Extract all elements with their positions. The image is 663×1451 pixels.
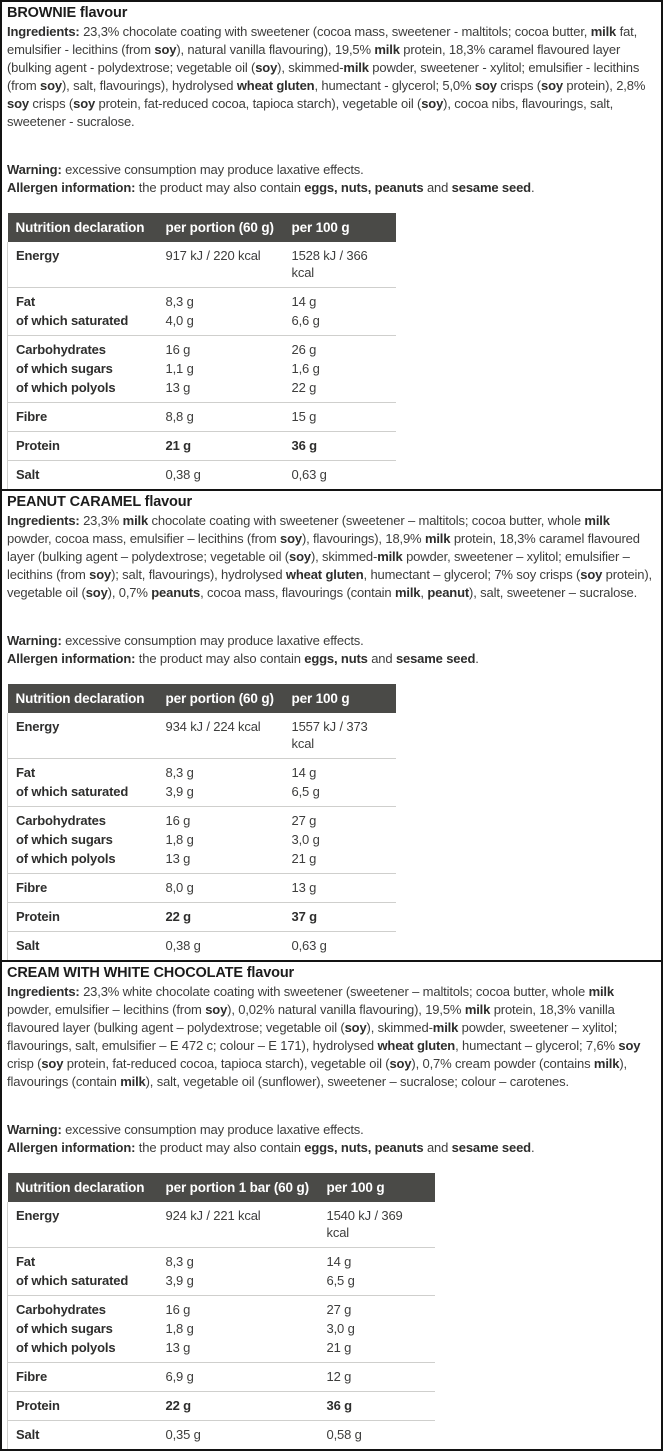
bold-term: soy bbox=[85, 585, 108, 600]
nutrition-row bbox=[8, 461, 396, 490]
bold-term: eggs, nuts, peanuts bbox=[304, 1140, 424, 1155]
text-segment: protein, fat-reduced cocoa, tapioca starch), vegetable oil ( bbox=[95, 96, 422, 111]
bold-term: milk bbox=[593, 1056, 620, 1071]
text-segment: ), 0,02% natural vanilla flavouring), 19,5% bbox=[227, 1002, 465, 1017]
nutrition-header-row bbox=[8, 213, 396, 242]
text-segment: . bbox=[475, 651, 479, 666]
nutrition-label-cell: of which polyols bbox=[8, 849, 158, 874]
text-segment: ), flavourings (contain bbox=[7, 1056, 627, 1089]
text-segment: ), natural vanilla flavouring), 19,5% bbox=[176, 42, 375, 57]
portion-value-cell: 21 g bbox=[158, 432, 284, 461]
text-segment: ), salt, flavourings), hydrolysed bbox=[62, 78, 237, 93]
nutrition-label-cell: of which saturated bbox=[8, 311, 158, 336]
bold-term: soy bbox=[7, 96, 29, 111]
nutrition-label-cell: of which polyols bbox=[8, 1338, 158, 1363]
per100-value-cell: 36 g bbox=[319, 1392, 435, 1421]
bold-term: Ingredients: bbox=[7, 984, 80, 999]
nutrition-label-cell: Carbohydrates bbox=[8, 336, 158, 360]
bold-term: milk bbox=[122, 513, 149, 528]
text-segment: powder, emulsifier – lecithins (from bbox=[7, 1002, 206, 1017]
text-segment: , cocoa mass, flavourings (contain bbox=[200, 585, 395, 600]
nutrition-table bbox=[7, 213, 396, 489]
portion-value-cell: 22 g bbox=[158, 1392, 319, 1421]
bold-term: soy bbox=[40, 78, 62, 93]
nutrition-label-cell: Salt bbox=[8, 932, 158, 961]
text-segment: ), cocoa nibs, flavourings, salt, sweetener - sucralose. bbox=[7, 96, 614, 129]
nutrition-label-cell: Energy bbox=[8, 1202, 158, 1248]
nutrition-label-cell: Protein bbox=[8, 903, 158, 932]
portion-value-cell: 13 g bbox=[165, 380, 191, 395]
bold-term: soy bbox=[279, 531, 302, 546]
per100-value-cell: 12 g bbox=[319, 1363, 435, 1392]
text-segment: 23,3% white chocolate coating with sweetener (sweetener – maltitols; cocoa butter, whole bbox=[79, 984, 589, 999]
bold-term: soy bbox=[205, 1002, 228, 1017]
bold-term: soy bbox=[288, 549, 311, 564]
bold-term: milk bbox=[377, 549, 403, 564]
portion-value-cell: 1,8 g bbox=[165, 832, 194, 847]
bold-term: Warning: bbox=[7, 1122, 62, 1137]
bold-term: soy bbox=[41, 1056, 64, 1071]
per100-value-cell: 6,6 g bbox=[291, 313, 320, 328]
nutrition-row bbox=[8, 378, 396, 403]
text-segment: powder, cocoa mass, emulsifier – lecithins (from bbox=[7, 531, 280, 546]
nutrition-label-cell: Fat bbox=[8, 1248, 158, 1272]
bold-term: milk bbox=[590, 24, 617, 39]
per100-value-cell: 13 g bbox=[284, 874, 396, 903]
portion-value-cell: 8,3 g bbox=[158, 288, 284, 312]
text-segment: ), skimmed- bbox=[310, 549, 378, 564]
text-segment: crisps ( bbox=[28, 96, 74, 111]
nutrition-label-cell: Protein bbox=[8, 1392, 158, 1421]
text-segment: crisp ( bbox=[7, 1056, 42, 1071]
bold-term: Ingredients: bbox=[7, 24, 80, 39]
section-title: BROWNIE flavour bbox=[7, 5, 128, 21]
text-segment: protein, fat-reduced cocoa, tapioca starch), vegetable oil ( bbox=[63, 1056, 390, 1071]
text-segment: the product may also contain bbox=[135, 1140, 305, 1155]
bold-term: milk bbox=[464, 1002, 491, 1017]
nutrition-row bbox=[8, 432, 396, 461]
per100-value-cell: 0,58 g bbox=[319, 1421, 435, 1450]
text-segment: . bbox=[530, 1140, 535, 1155]
per100-value-cell: 0,63 g bbox=[284, 932, 396, 961]
text-segment: 23,3% chocolate coating with sweetener (cocoa mass, sweetener - maltitols; cocoa butter, bbox=[79, 24, 591, 39]
nutrition-label-cell: Salt bbox=[8, 1421, 158, 1450]
text-segment: protein), 2,8% bbox=[562, 78, 646, 93]
nutrition-row bbox=[8, 759, 396, 783]
bold-term: eggs, nuts, peanuts bbox=[304, 180, 424, 195]
bold-term: soy bbox=[154, 42, 177, 57]
nutrition-label-cell: of which polyols bbox=[8, 378, 158, 403]
bold-term: wheat gluten bbox=[236, 78, 315, 93]
nutrition-label-cell: Carbohydrates bbox=[8, 807, 158, 831]
portion-value-cell: 4,0 g bbox=[165, 313, 194, 328]
text-segment: and bbox=[367, 651, 396, 666]
bold-term: Allergen information: bbox=[7, 651, 136, 666]
bold-term: milk bbox=[424, 531, 451, 546]
text-segment: excessive consumption may produce laxative effects. bbox=[61, 1122, 364, 1137]
text-segment: crisps ( bbox=[496, 78, 541, 93]
text-segment: chocolate coating with sweetener (sweetener – maltitols; cocoa butter, whole bbox=[148, 513, 585, 528]
portion-value-cell: 0,38 g bbox=[158, 461, 284, 490]
per100-value-cell: 1528 kJ / 366 kcal bbox=[291, 248, 368, 280]
nutrition-row bbox=[8, 1363, 435, 1392]
portion-value-cell: 13 g bbox=[165, 1340, 191, 1355]
nutrition-row bbox=[8, 932, 396, 961]
portion-value-cell: 8,0 g bbox=[158, 874, 284, 903]
text-segment: fat, emulsifier - lecithins (from bbox=[7, 24, 638, 57]
nutrition-column-header: Nutrition declaration bbox=[8, 684, 158, 713]
per100-value-cell: 6,5 g bbox=[326, 1273, 355, 1288]
text-segment: excessive consumption may produce laxative effects. bbox=[61, 162, 364, 177]
portion-value-cell: 934 kJ / 224 kcal bbox=[165, 719, 261, 734]
ingredients-paragraph bbox=[7, 512, 655, 602]
per100-value-cell: 26 g bbox=[284, 336, 396, 360]
portion-value-cell: 3,9 g bbox=[165, 1273, 194, 1288]
text-segment: , humectant – glycerol; 7% soy crisps ( bbox=[363, 567, 581, 582]
section-title: PEANUT CARAMEL flavour bbox=[7, 494, 192, 510]
portion-value-cell: 8,3 g bbox=[158, 1248, 319, 1272]
nutrition-row bbox=[8, 713, 396, 759]
portion-value-cell: 917 kJ / 220 kcal bbox=[165, 248, 261, 263]
text-segment: protein, 18,3% caramel flavoured layer (bulking agent - polydextrose; vegetable oil ( bbox=[7, 42, 621, 75]
nutrition-header-row bbox=[8, 684, 396, 713]
text-segment: , humectant - glycerol; 5,0% bbox=[314, 78, 475, 93]
text-segment: protein), vegetable oil ( bbox=[7, 567, 652, 600]
nutrition-column-header: per portion (60 g) bbox=[158, 213, 284, 242]
nutrition-label-cell: Fibre bbox=[8, 874, 158, 903]
bold-term: milk bbox=[588, 984, 614, 999]
text-segment: ), flavourings), 18,9% bbox=[301, 531, 425, 546]
bold-term: soy bbox=[474, 78, 497, 93]
nutrition-row bbox=[8, 242, 396, 288]
portion-value-cell: 6,9 g bbox=[158, 1363, 319, 1392]
nutrition-label-cell: Fibre bbox=[8, 1363, 158, 1392]
nutrition-row bbox=[8, 1271, 435, 1296]
text-segment: . bbox=[530, 180, 535, 195]
nutrition-row bbox=[8, 849, 396, 874]
nutrition-column-header: per 100 g bbox=[284, 213, 396, 242]
per100-value-cell: 21 g bbox=[326, 1340, 352, 1355]
nutrition-row bbox=[8, 336, 396, 360]
text-segment: and bbox=[423, 1140, 452, 1155]
nutrition-label-cell: Salt bbox=[8, 461, 158, 490]
bold-term: milk bbox=[394, 585, 421, 600]
nutrition-label-cell: of which sugars bbox=[8, 359, 158, 378]
text-segment: powder, sweetener - xylitol; emulsifier - lecithins (from bbox=[7, 60, 640, 93]
nutrition-label-cell: of which saturated bbox=[8, 782, 158, 807]
per100-value-cell: 1,6 g bbox=[291, 361, 320, 376]
text-segment: ), skimmed- bbox=[366, 1020, 433, 1035]
nutrition-column-header: per 100 g bbox=[319, 1173, 435, 1202]
nutrition-row bbox=[8, 807, 396, 831]
warning-line bbox=[7, 1121, 655, 1139]
nutrition-row bbox=[8, 830, 396, 849]
flavour-section-cream-white-chocolate bbox=[2, 962, 661, 1449]
bold-term: soy bbox=[389, 1056, 412, 1071]
bold-term: milk bbox=[374, 42, 400, 57]
bold-term: peanut bbox=[427, 585, 470, 600]
nutrition-row bbox=[8, 874, 396, 903]
text-segment: ), 0,7% bbox=[107, 585, 152, 600]
bold-term: eggs, nuts bbox=[304, 651, 368, 666]
per100-value-cell: 22 g bbox=[291, 380, 317, 395]
per100-value-cell: 14 g bbox=[284, 288, 396, 312]
nutrition-row bbox=[8, 1202, 435, 1248]
allergen-line bbox=[7, 650, 655, 668]
portion-value-cell: 1,1 g bbox=[165, 361, 194, 376]
text-segment: ); salt, flavourings), hydrolysed bbox=[111, 567, 286, 582]
portion-value-cell: 16 g bbox=[158, 1296, 319, 1320]
nutrition-row bbox=[8, 403, 396, 432]
allergen-line bbox=[7, 179, 655, 197]
per100-value-cell: 14 g bbox=[284, 759, 396, 783]
nutrition-label-cell: Fibre bbox=[8, 403, 158, 432]
ingredients-paragraph bbox=[7, 983, 655, 1091]
bold-term: Allergen information: bbox=[7, 1140, 136, 1155]
nutrition-label-cell: of which saturated bbox=[8, 1271, 158, 1296]
nutrition-row bbox=[8, 782, 396, 807]
nutrition-label-cell: Fat bbox=[8, 759, 158, 783]
nutrition-row bbox=[8, 1392, 435, 1421]
per100-value-cell: 6,5 g bbox=[291, 784, 320, 799]
bold-term: Allergen information: bbox=[7, 180, 136, 195]
bold-term: sesame seed bbox=[395, 651, 476, 666]
nutrition-row bbox=[8, 288, 396, 312]
text-segment: ), skimmed- bbox=[277, 60, 344, 75]
bold-term: wheat gluten bbox=[285, 567, 364, 582]
nutrition-row bbox=[8, 1319, 435, 1338]
flavour-section-peanut-caramel bbox=[2, 491, 661, 962]
bold-term: soy bbox=[89, 567, 112, 582]
bold-term: milk bbox=[120, 1074, 146, 1089]
nutrition-table bbox=[7, 684, 396, 960]
text-segment: ), 0,7% cream powder (contains bbox=[411, 1056, 594, 1071]
portion-value-cell: 1,8 g bbox=[165, 1321, 194, 1336]
nutrition-row bbox=[8, 1248, 435, 1272]
bold-term: milk bbox=[343, 60, 369, 75]
bold-term: soy bbox=[421, 96, 444, 111]
portion-value-cell: 924 kJ / 221 kcal bbox=[165, 1208, 261, 1223]
text-segment: powder, sweetener – xylitol; emulsifier – lecithins (from bbox=[7, 549, 630, 582]
per100-value-cell: 15 g bbox=[284, 403, 396, 432]
text-segment: protein, 18,3% vanilla flavoured layer (bulking agent – polydextrose; vegetable oil ( bbox=[7, 1002, 615, 1035]
portion-value-cell: 0,35 g bbox=[158, 1421, 319, 1450]
bold-term: sesame seed bbox=[451, 1140, 531, 1155]
per100-value-cell: 0,63 g bbox=[284, 461, 396, 490]
warning-line bbox=[7, 632, 655, 650]
bold-term: Ingredients: bbox=[7, 513, 80, 528]
text-segment: ), salt, vegetable oil (sunflower), sweetener – sucralose; colour – carotenes. bbox=[145, 1074, 569, 1089]
portion-value-cell: 22 g bbox=[158, 903, 284, 932]
nutrition-row bbox=[8, 311, 396, 336]
warning-line bbox=[7, 161, 655, 179]
text-segment: powder, sweetener – xylitol; flavourings, salt, emulsifier – E 472 c; colour – E 171), hydrolysed bbox=[7, 1020, 618, 1053]
nutrition-label-cell: Energy bbox=[8, 242, 158, 288]
bold-term: Warning: bbox=[7, 162, 62, 177]
nutrition-column-header: Nutrition declaration bbox=[8, 1173, 158, 1202]
bold-term: soy bbox=[73, 96, 96, 111]
bold-term: soy bbox=[540, 78, 563, 93]
text-segment: ), salt, sweetener – sucralose. bbox=[469, 585, 638, 600]
bold-term: soy bbox=[344, 1020, 367, 1035]
portion-value-cell: 8,8 g bbox=[158, 403, 284, 432]
text-segment: the product may also contain bbox=[135, 180, 305, 195]
ingredients-paragraph bbox=[7, 23, 655, 131]
per100-value-cell: 3,0 g bbox=[326, 1321, 355, 1336]
nutrition-row bbox=[8, 903, 396, 932]
bold-term: milk bbox=[432, 1020, 459, 1035]
nutrition-row bbox=[8, 1338, 435, 1363]
text-segment: and bbox=[423, 180, 452, 195]
per100-value-cell: 3,0 g bbox=[291, 832, 320, 847]
bold-term: Warning: bbox=[7, 633, 62, 648]
nutrition-label-cell: of which sugars bbox=[8, 1319, 158, 1338]
bold-term: soy bbox=[255, 60, 278, 75]
nutrition-row bbox=[8, 1421, 435, 1450]
per100-value-cell: 1557 kJ / 373 kcal bbox=[291, 719, 368, 751]
per100-value-cell: 27 g bbox=[284, 807, 396, 831]
nutrition-label-cell: of which sugars bbox=[8, 830, 158, 849]
nutrition-row bbox=[8, 359, 396, 378]
per100-value-cell: 14 g bbox=[319, 1248, 435, 1272]
nutrition-label-cell: Protein bbox=[8, 432, 158, 461]
per100-value-cell: 27 g bbox=[319, 1296, 435, 1320]
nutrition-row bbox=[8, 1296, 435, 1320]
nutrition-header-row bbox=[8, 1173, 435, 1202]
per100-value-cell: 37 g bbox=[284, 903, 396, 932]
section-title: CREAM WITH WHITE CHOCOLATE flavour bbox=[7, 965, 295, 981]
per100-value-cell: 21 g bbox=[291, 851, 317, 866]
bold-term: soy bbox=[580, 567, 603, 582]
text-segment: 23,3% bbox=[79, 513, 123, 528]
portion-value-cell: 0,38 g bbox=[158, 932, 284, 961]
nutrition-label-cell: Energy bbox=[8, 713, 158, 759]
portion-value-cell: 3,9 g bbox=[165, 784, 194, 799]
nutrition-column-header: per portion (60 g) bbox=[158, 684, 284, 713]
bold-term: milk bbox=[584, 513, 610, 528]
portion-value-cell: 8,3 g bbox=[158, 759, 284, 783]
text-segment: protein, 18,3% caramel flavoured layer (bulking agent – polydextrose; vegetable oil ( bbox=[7, 531, 640, 564]
bold-term: wheat gluten bbox=[377, 1038, 456, 1053]
bold-term: peanuts bbox=[151, 585, 201, 600]
text-segment: excessive consumption may produce laxative effects. bbox=[61, 633, 364, 648]
nutrition-column-header: Nutrition declaration bbox=[8, 213, 158, 242]
portion-value-cell: 16 g bbox=[158, 336, 284, 360]
per100-value-cell: 36 g bbox=[284, 432, 396, 461]
nutrition-column-header: per 100 g bbox=[284, 684, 396, 713]
bold-term: sesame seed bbox=[451, 180, 531, 195]
nutrition-label-cell: Carbohydrates bbox=[8, 1296, 158, 1320]
nutrition-column-header: per portion 1 bar (60 g) bbox=[158, 1173, 319, 1202]
nutrition-table bbox=[7, 1173, 435, 1449]
portion-value-cell: 16 g bbox=[158, 807, 284, 831]
portion-value-cell: 13 g bbox=[165, 851, 191, 866]
flavour-section-brownie bbox=[2, 2, 661, 491]
per100-value-cell: 1540 kJ / 369 kcal bbox=[326, 1208, 403, 1240]
text-segment: , bbox=[420, 585, 428, 600]
allergen-line bbox=[7, 1139, 655, 1157]
nutrition-label-cell: Fat bbox=[8, 288, 158, 312]
text-segment: , humectant – glycerol; 7,6% bbox=[455, 1038, 619, 1053]
bold-term: soy bbox=[618, 1038, 641, 1053]
text-segment: the product may also contain bbox=[135, 651, 305, 666]
